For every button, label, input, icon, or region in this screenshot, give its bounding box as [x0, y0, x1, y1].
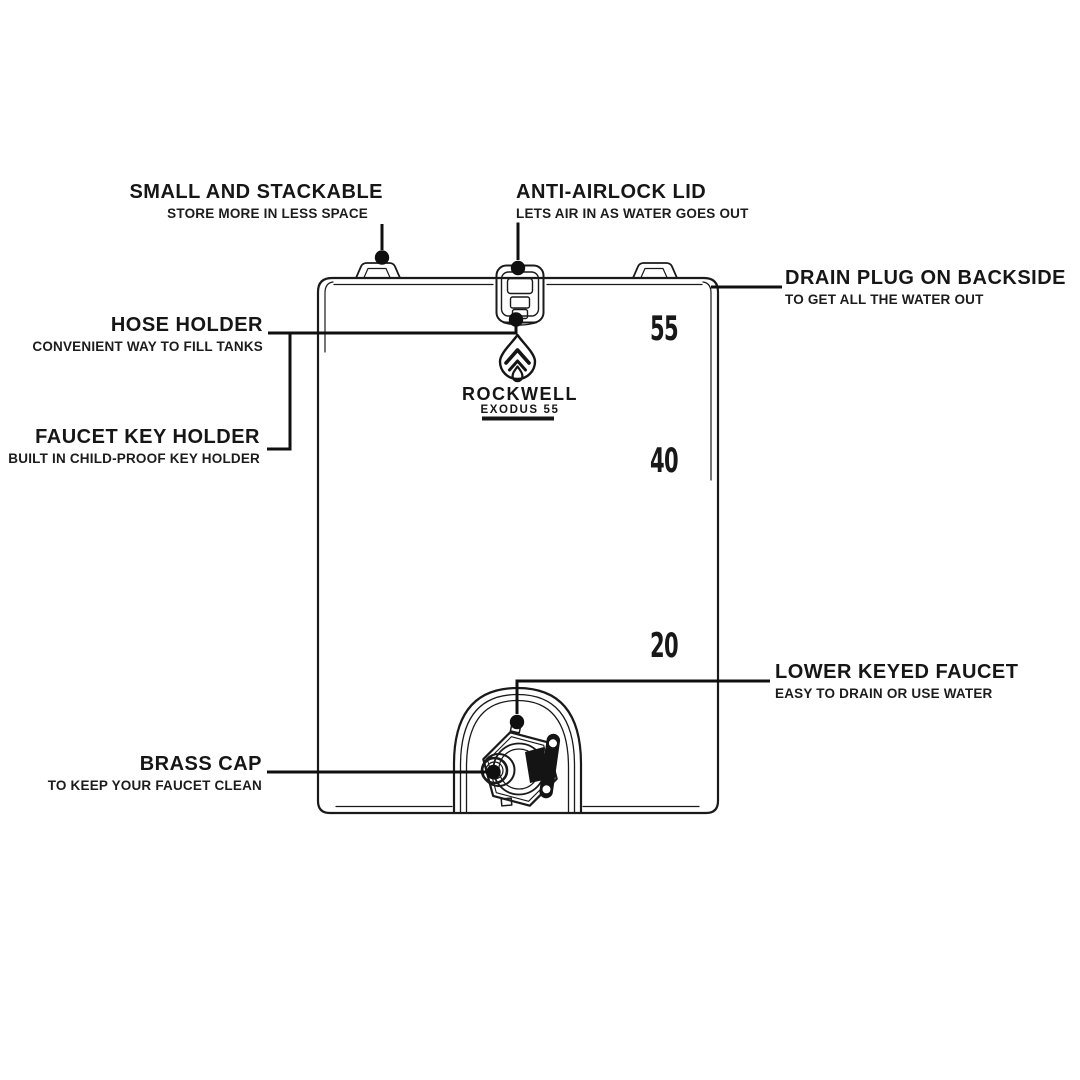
leader-dot-small-stackable	[375, 250, 389, 264]
model-name: EXODUS 55	[480, 404, 560, 416]
callout-subtitle: EASY TO DRAIN OR USE WATER	[775, 686, 993, 701]
callout-subtitle: TO GET ALL THE WATER OUT	[785, 292, 984, 307]
callout-title: HOSE HOLDER	[110, 314, 263, 336]
callout-subtitle: CONVENIENT WAY TO FILL TANKS	[32, 339, 263, 354]
callout-subtitle: LETS AIR IN AS WATER GOES OUT	[516, 206, 749, 221]
callout-subtitle: STORE MORE IN LESS SPACE	[167, 206, 368, 221]
callout-title: SMALL AND STACKABLE	[129, 181, 383, 203]
callout-brass-cap	[48, 752, 262, 794]
callout-title: FAUCET KEY HOLDER	[35, 426, 260, 448]
brand-underline	[482, 417, 554, 421]
callout-faucet-key-holder	[8, 425, 260, 467]
callout-hose-holder	[32, 313, 263, 355]
callout-title: ANTI-AIRLOCK LID	[516, 181, 707, 203]
stacking-nub-right	[633, 263, 677, 278]
brand-name: ROCKWELL	[462, 384, 578, 404]
gallon-mark-40: 40	[649, 441, 679, 481]
leader-dot-anti-airlock	[511, 261, 525, 275]
callout-lower-keyed-faucet	[775, 660, 1018, 702]
leader-faucet-key-bracket	[267, 333, 290, 449]
callout-title: BRASS CAP	[139, 753, 262, 775]
callout-subtitle: TO KEEP YOUR FAUCET CLEAN	[47, 778, 262, 793]
leader-dot-brass-cap	[486, 765, 500, 779]
leader-dot-lower-faucet	[510, 715, 524, 729]
gallon-mark-20: 20	[649, 626, 679, 666]
callout-subtitle: BUILT IN CHILD-PROOF KEY HOLDER	[8, 451, 260, 466]
callout-anti-airlock-lid	[516, 180, 749, 222]
callout-drain-plug	[785, 266, 1066, 308]
faucet-key-drawing	[525, 733, 561, 799]
stacking-nub-left	[356, 263, 400, 278]
callout-small-and-stackable	[129, 180, 383, 222]
leader-hose-holder	[268, 326, 516, 333]
callout-title: DRAIN PLUG ON BACKSIDE	[785, 267, 1067, 289]
gallon-mark-55: 55	[649, 309, 679, 349]
water-drop-icon	[500, 335, 535, 381]
callout-title: LOWER KEYED FAUCET	[775, 661, 1019, 683]
leader-dot-hose-holder	[509, 312, 523, 326]
